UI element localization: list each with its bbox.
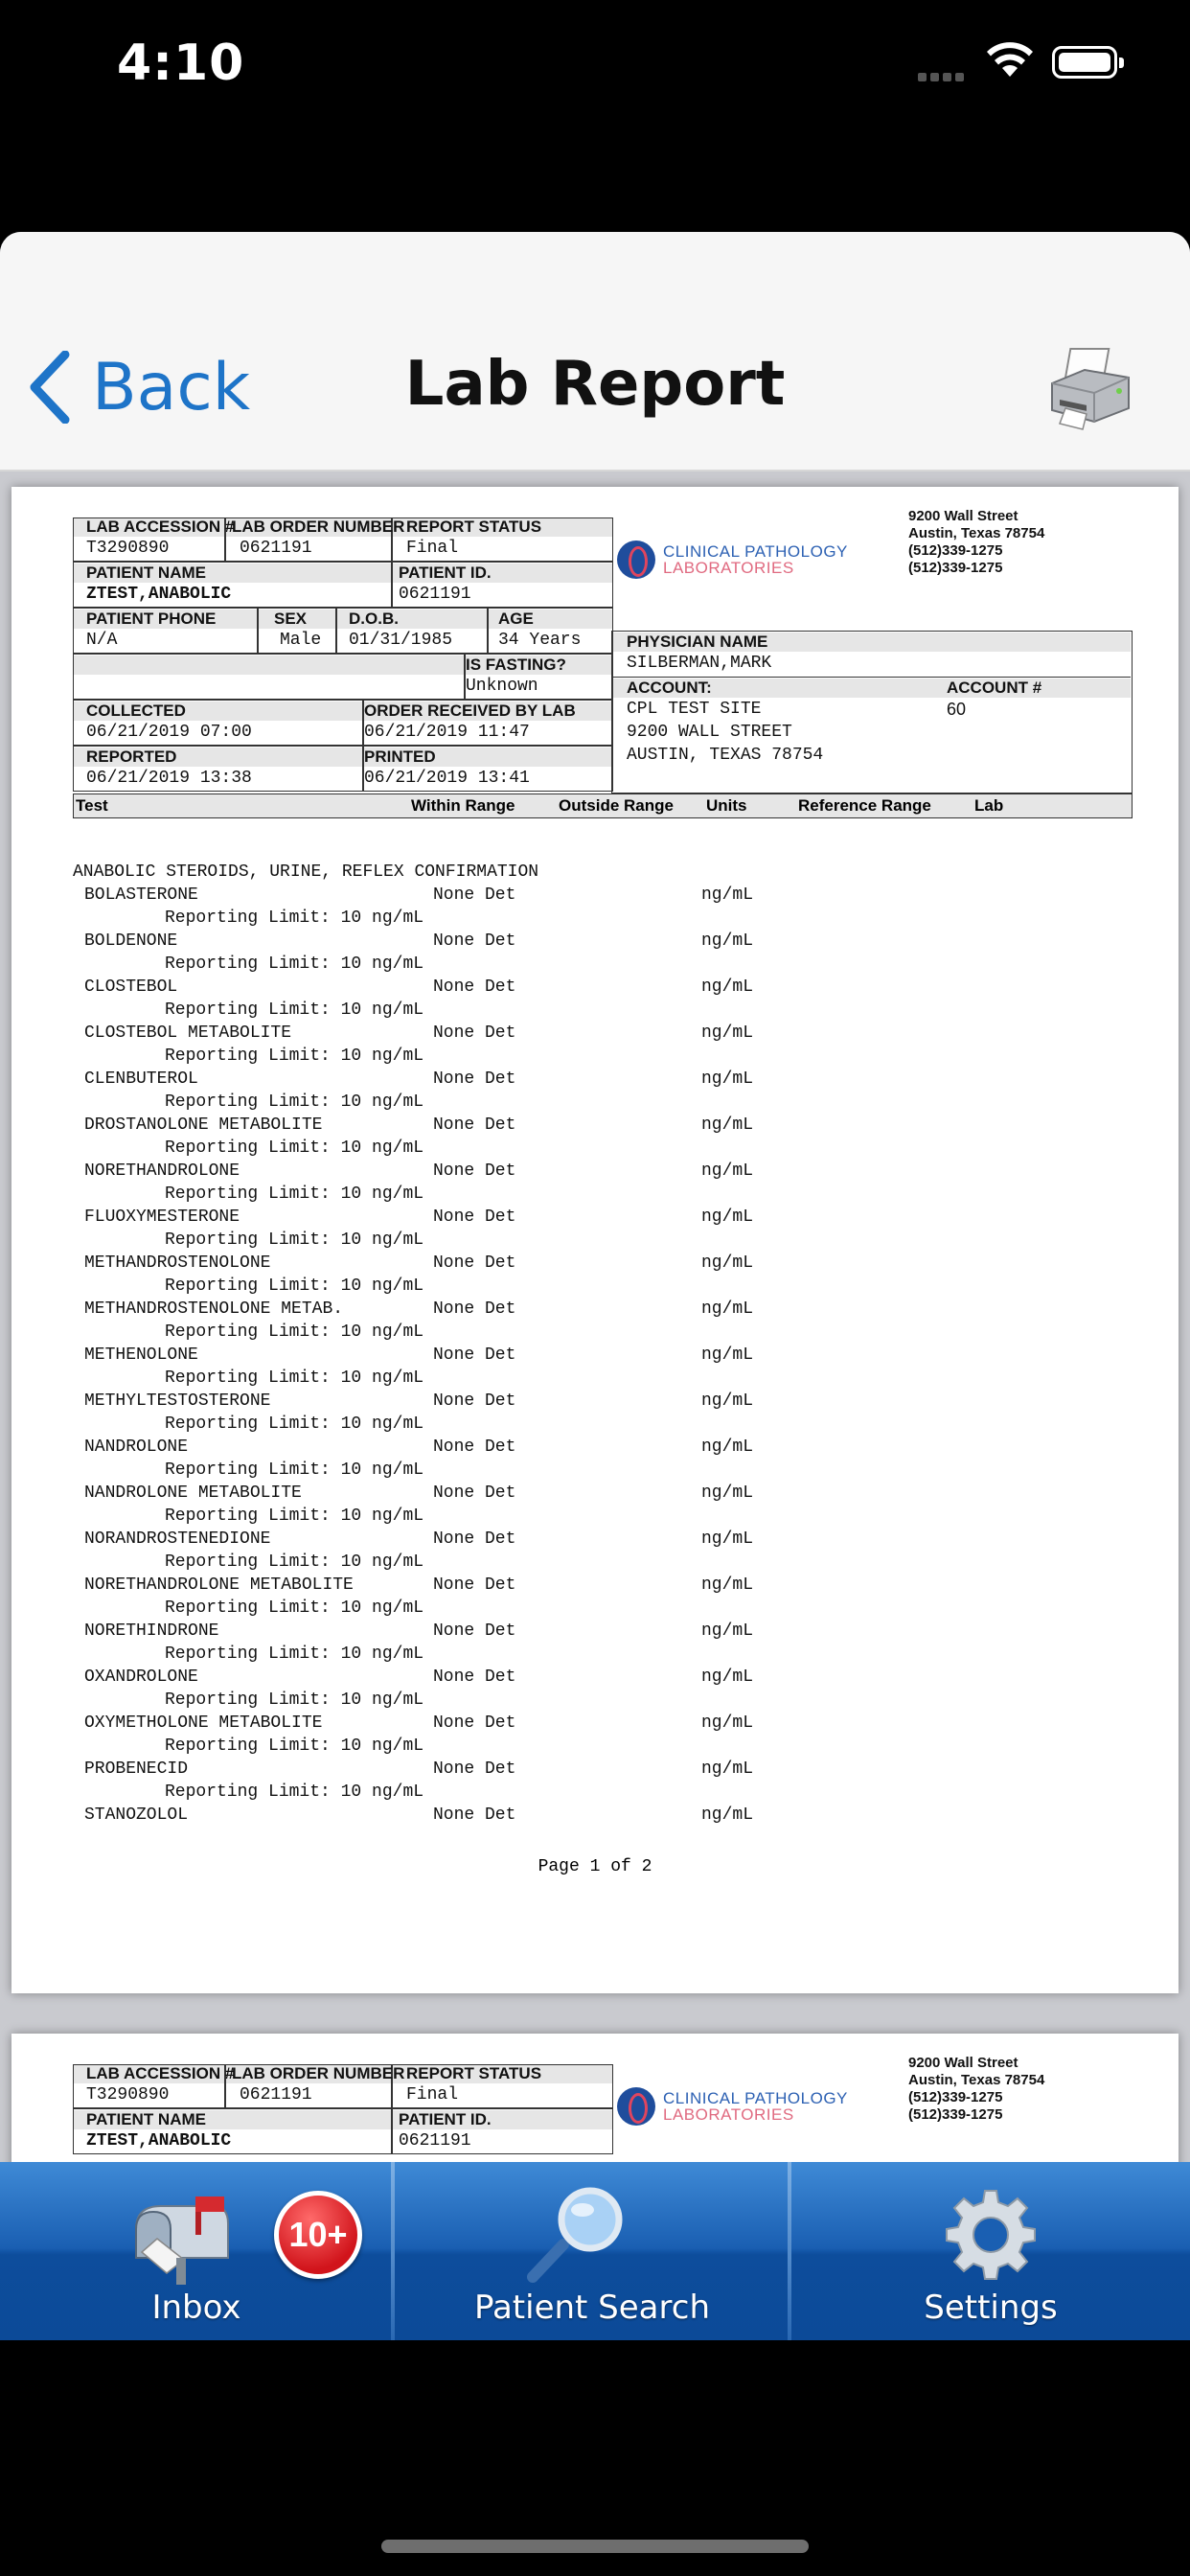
column-reference-range: Reference Range [798,796,931,815]
label-is-fasting: IS FASTING? [466,656,566,674]
report-page-1 [11,487,1179,1993]
test-name: CLENBUTEROL [84,1070,198,1089]
reporting-limit: Reporting Limit: 10 ng/mL [165,1506,424,1526]
label-sex: SEX [274,610,308,628]
test-name: OXYMETHOLONE METABOLITE [84,1714,323,1733]
report-status-value: Final [406,539,459,558]
label-order-received: ORDER RECEIVED BY LAB [364,702,576,720]
test-result: None Det [433,1576,516,1595]
column-units: Units [706,796,747,815]
reporting-limit: Reporting Limit: 10 ng/mL [165,1598,424,1618]
lab-logo [617,2087,848,2126]
report-status-value: Final [406,2085,459,2104]
label-age: AGE [498,610,534,628]
order-number-value: 0621191 [240,539,312,558]
test-result: None Det [433,1668,516,1687]
cpl-logo-icon [617,540,655,579]
page-number: Page 1 of 2 [538,1857,652,1876]
test-name: NORETHINDRONE [84,1622,219,1641]
lab-phone-line: (512)339-1275 [908,2089,1003,2105]
test-name: STANOZOLOL [84,1806,189,1825]
logo-line-2: LABORATORIES [663,2105,794,2124]
test-name: PROBENECID [84,1760,189,1779]
reporting-limit: Reporting Limit: 10 ng/mL [165,1736,424,1756]
test-result: None Det [433,1116,516,1135]
label-patient-id: PATIENT ID. [399,564,492,582]
test-result: None Det [433,1806,516,1825]
reporting-limit: Reporting Limit: 10 ng/mL [165,1368,424,1388]
lab-address-line: Austin, Texas 78754 [908,525,1045,541]
test-name: OXANDROLONE [84,1668,198,1687]
lab-logo [617,540,848,579]
test-units: ng/mL [701,1116,754,1135]
column-within-range: Within Range [411,796,515,815]
order-number-value: 0621191 [240,2085,312,2104]
reporting-limit: Reporting Limit: 10 ng/mL [165,1184,424,1204]
test-units: ng/mL [701,1300,754,1319]
patient-name-value: ZTEST,ANABOLIC [86,2131,232,2150]
order-received-value: 06/21/2019 11:47 [364,723,530,742]
test-units: ng/mL [701,1162,754,1181]
label-patient-name: PATIENT NAME [86,564,206,582]
test-name: NORETHANDROLONE [84,1162,240,1181]
reported-value: 06/21/2019 13:38 [86,769,252,788]
navigation-bar [0,232,1190,472]
inbox-badge: 10+ [274,2191,362,2279]
label-accession: LAB ACCESSION # [86,518,235,536]
printer-icon[interactable] [1046,345,1133,431]
label-account-number: ACCOUNT # [947,678,1042,697]
modal-sheet [0,232,1190,2168]
report-page-2 [11,2034,1179,2168]
test-result: None Det [433,1300,516,1319]
reporting-limit: Reporting Limit: 10 ng/mL [165,1552,424,1572]
logo-line-1: CLINICAL PATHOLOGY [663,2089,848,2107]
logo-line-1: CLINICAL PATHOLOGY [663,542,848,561]
test-units: ng/mL [701,1530,754,1549]
tab-patient-search-label: Patient Search [473,2288,710,2327]
test-units: ng/mL [701,1806,754,1825]
accession-value: T3290890 [86,539,170,558]
reporting-limit: Reporting Limit: 10 ng/mL [165,1276,424,1296]
lab-phone-line: (512)339-1275 [908,2106,1003,2123]
gear-icon [943,2187,1039,2283]
dob-value: 01/31/1985 [349,631,453,650]
reporting-limit: Reporting Limit: 10 ng/mL [165,1460,424,1480]
test-result: None Det [433,1622,516,1641]
label-dob: D.O.B. [349,610,399,628]
lab-address [908,2055,1044,2124]
label-order-number: LAB ORDER NUMBER [232,518,405,536]
lab-phone-line: (512)339-1275 [908,560,1003,576]
test-units: ng/mL [701,1254,754,1273]
test-name: NANDROLONE [84,1438,189,1457]
tab-settings-label: Settings [924,2288,1058,2327]
test-units: ng/mL [701,1714,754,1733]
test-units: ng/mL [701,1622,754,1641]
report-viewer[interactable] [0,472,1190,2168]
test-name: BOLDENONE [84,932,178,951]
reporting-limit: Reporting Limit: 10 ng/mL [165,1000,424,1020]
account-line: AUSTIN, TEXAS 78754 [627,746,824,765]
patient-phone-value: N/A [86,631,118,650]
test-units: ng/mL [701,1484,754,1503]
account-number-value: 60 [947,700,967,719]
test-units: ng/mL [701,932,754,951]
test-units: ng/mL [701,1070,754,1089]
tab-bar [0,2162,1190,2340]
test-name: DROSTANOLONE METABOLITE [84,1116,323,1135]
magnifier-icon [523,2185,638,2285]
test-name: METHANDROSTENOLONE [84,1254,271,1273]
test-units: ng/mL [701,1208,754,1227]
test-units: ng/mL [701,886,754,905]
test-result: None Det [433,1530,516,1549]
test-result: None Det [433,1346,516,1365]
test-result: None Det [433,932,516,951]
test-result: None Det [433,1208,516,1227]
lab-address [908,508,1044,577]
test-name: METHYLTESTOSTERONE [84,1392,271,1411]
test-units: ng/mL [701,1668,754,1687]
patient-id-value: 0621191 [399,585,471,604]
reporting-limit: Reporting Limit: 10 ng/mL [165,1414,424,1434]
test-result: None Det [433,1760,516,1779]
lab-address-line: Austin, Texas 78754 [908,2072,1045,2088]
label-printed: PRINTED [364,748,436,766]
account-line: CPL TEST SITE [627,700,762,719]
reporting-limit: Reporting Limit: 10 ng/mL [165,1644,424,1664]
tab-inbox-label: Inbox [151,2288,241,2327]
tab-patient-search[interactable] [395,2162,790,2340]
test-result: None Det [433,1484,516,1503]
sex-value: Male [280,631,322,650]
label-collected: COLLECTED [86,702,186,720]
cpl-logo-icon [617,2087,655,2126]
wifi-icon [985,40,1035,79]
label-patient-id: PATIENT ID. [399,2110,492,2128]
lab-address-line: 9200 Wall Street [908,508,1018,524]
label-physician-name: PHYSICIAN NAME [627,632,768,651]
cellular-signal-icon [918,69,973,82]
lab-phone-line: (512)339-1275 [908,542,1003,559]
reporting-limit: Reporting Limit: 10 ng/mL [165,1230,424,1250]
test-result: None Det [433,1024,516,1043]
column-outside-range: Outside Range [559,796,674,815]
test-result: None Det [433,978,516,997]
home-indicator [381,2540,809,2553]
patient-id-value: 0621191 [399,2131,471,2150]
reporting-limit: Reporting Limit: 10 ng/mL [165,1322,424,1342]
reporting-limit: Reporting Limit: 10 ng/mL [165,1092,424,1112]
logo-line-2: LABORATORIES [663,559,794,577]
test-name: NORANDROSTENEDIONE [84,1530,271,1549]
test-name: METHANDROSTENOLONE METAB. [84,1300,344,1319]
reporting-limit: Reporting Limit: 10 ng/mL [165,1046,424,1066]
column-lab: Lab [974,796,1004,815]
label-patient-name: PATIENT NAME [86,2110,206,2128]
collected-value: 06/21/2019 07:00 [86,723,252,742]
label-account: ACCOUNT: [627,678,712,697]
column-test: Test [76,796,108,815]
printed-value: 06/21/2019 13:41 [364,769,530,788]
panel-title: ANABOLIC STEROIDS, URINE, REFLEX CONFIRMATION [73,862,539,882]
label-accession: LAB ACCESSION # [86,2064,235,2082]
reporting-limit: Reporting Limit: 10 ng/mL [165,1690,424,1710]
label-order-number: LAB ORDER NUMBER [232,2064,405,2082]
age-value: 34 Years [498,631,582,650]
test-name: METHENOLONE [84,1346,198,1365]
reporting-limit: Reporting Limit: 10 ng/mL [165,1138,424,1158]
account-line: 9200 WALL STREET [627,723,792,742]
tab-settings[interactable] [791,2162,1190,2340]
test-result: None Det [433,1392,516,1411]
test-result: None Det [433,1254,516,1273]
test-name: NORETHANDROLONE METABOLITE [84,1576,354,1595]
results-column-header [73,794,1133,818]
test-units: ng/mL [701,1760,754,1779]
test-name: CLOSTEBOL [84,978,178,997]
test-units: ng/mL [701,1346,754,1365]
label-reported: REPORTED [86,748,177,766]
test-name: FLUOXYMESTERONE [84,1208,240,1227]
back-label: Back [92,349,251,426]
test-units: ng/mL [701,1392,754,1411]
reporting-limit: Reporting Limit: 10 ng/mL [165,954,424,974]
label-patient-phone: PATIENT PHONE [86,610,217,628]
label-report-status: REPORT STATUS [406,2064,542,2082]
physician-name-value: SILBERMAN,MARK [627,654,772,673]
lab-address-line: 9200 Wall Street [908,2055,1018,2071]
test-units: ng/mL [701,1024,754,1043]
battery-icon [1052,46,1117,79]
test-name: CLOSTEBOL METABOLITE [84,1024,292,1043]
test-result: None Det [433,1070,516,1089]
mailbox-icon [128,2191,234,2287]
test-units: ng/mL [701,1576,754,1595]
test-result: None Det [433,1162,516,1181]
patient-name-value: ZTEST,ANABOLIC [86,585,232,604]
test-units: ng/mL [701,978,754,997]
reporting-limit: Reporting Limit: 10 ng/mL [165,1782,424,1802]
status-time: 4:10 [117,34,245,92]
is-fasting-value: Unknown [466,677,538,696]
page-title: Lab Report [404,349,786,420]
test-result: None Det [433,1438,516,1457]
label-report-status: REPORT STATUS [406,518,542,536]
accession-value: T3290890 [86,2085,170,2104]
status-bar [0,0,1190,134]
test-name: NANDROLONE METABOLITE [84,1484,302,1503]
test-result: None Det [433,1714,516,1733]
test-name: BOLASTERONE [84,886,198,905]
test-result: None Det [433,886,516,905]
reporting-limit: Reporting Limit: 10 ng/mL [165,908,424,928]
test-units: ng/mL [701,1438,754,1457]
